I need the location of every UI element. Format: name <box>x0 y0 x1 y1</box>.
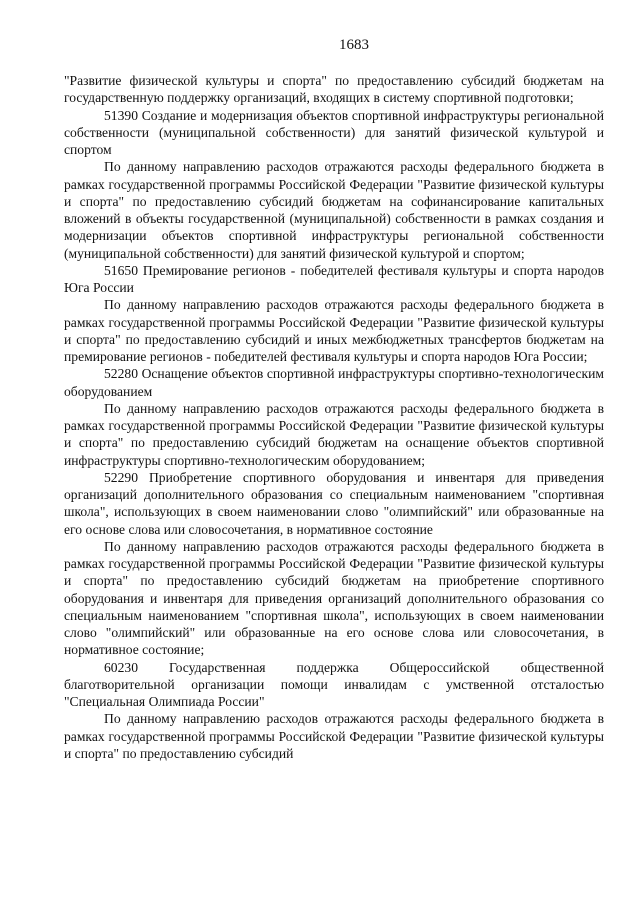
paragraph-code-51390: 51390 Создание и модернизация объектов спортивной инфраструктуры региональной собственности (муниципальной собственности) для занятий физической культурой и спортом <box>64 107 604 157</box>
paragraph-code-60230: 60230 Государственная поддержка Общероссийской общественной благотворительной организации помощи инвалидам с умственной отсталостью "Специальная Олимпиада России" <box>64 659 604 709</box>
paragraph-description: По данному направлению расходов отражаются расходы федерального бюджета в рамках государственной программы Российской Федерации "Развитие физической культуры и спорта" по предоставлению субсидий бюджетам на софинансирование капитальных вложений в объекты государственной (муниципальной) собственности в рамках создания и модернизации объектов спортивной инфраструктуры региональной собственности (муниципальной собственности) для занятий физической культурой и спортом; <box>64 159 604 261</box>
paragraph-continuation: "Развитие физической культуры и спорта" по предоставлению субсидий бюджетам на государственную поддержку организаций, входящих в систему спортивной подготовки; <box>64 73 604 106</box>
paragraph-description: По данному направлению расходов отражаются расходы федерального бюджета в рамках государственной программы Российской Федерации "Развитие физической культуры и спорта" по предоставлению субсидий бюджетам на приобретение спортивного оборудования и инвентаря для приведения организаций дополнительного образования со специальным наименованием "спортивная школа", использующих в своем наименовании слово "олимпийский" или образованные на его основе слова или словосочетания, в нормативное состояние; <box>64 538 604 658</box>
page-number: 1683 <box>339 37 369 53</box>
paragraph-code-52280: 52280 Оснащение объектов спортивной инфраструктуры спортивно-технологическим оборудованием <box>64 366 604 399</box>
paragraph-description: По данному направлению расходов отражаются расходы федерального бюджета в рамках государственной программы Российской Федерации "Развитие физической культуры и спорта" по предоставлению субсидий бюджетам на оснащение объектов спортивной инфраструктуры спортивно-технологическим оборудованием; <box>64 400 604 468</box>
paragraph-code-51650: 51650 Премирование регионов - победителей фестиваля культуры и спорта народов Юга России <box>64 262 604 295</box>
paragraph-description: По данному направлению расходов отражаются расходы федерального бюджета в рамках государственной программы Российской Федерации "Развитие физической культуры и спорта" по предоставлению субсидий <box>64 711 604 761</box>
paragraph-description: По данному направлению расходов отражаются расходы федерального бюджета в рамках государственной программы Российской Федерации "Развитие физической культуры и спорта" по предоставлению субсидий и иных межбюджетных трансфертов бюджетам на премирование регионов - победителей фестиваля культуры и спорта народов Юга России; <box>64 297 604 364</box>
document-body <box>64 72 604 762</box>
paragraph-code-52290: 52290 Приобретение спортивного оборудования и инвентаря для приведения организаций дополнительного образования со специальным наименованием "спортивная школа", использующих в своем наименовании слово "олимпийский" или образованные на его основе слова или словосочетания, в нормативное состояние <box>64 469 604 537</box>
